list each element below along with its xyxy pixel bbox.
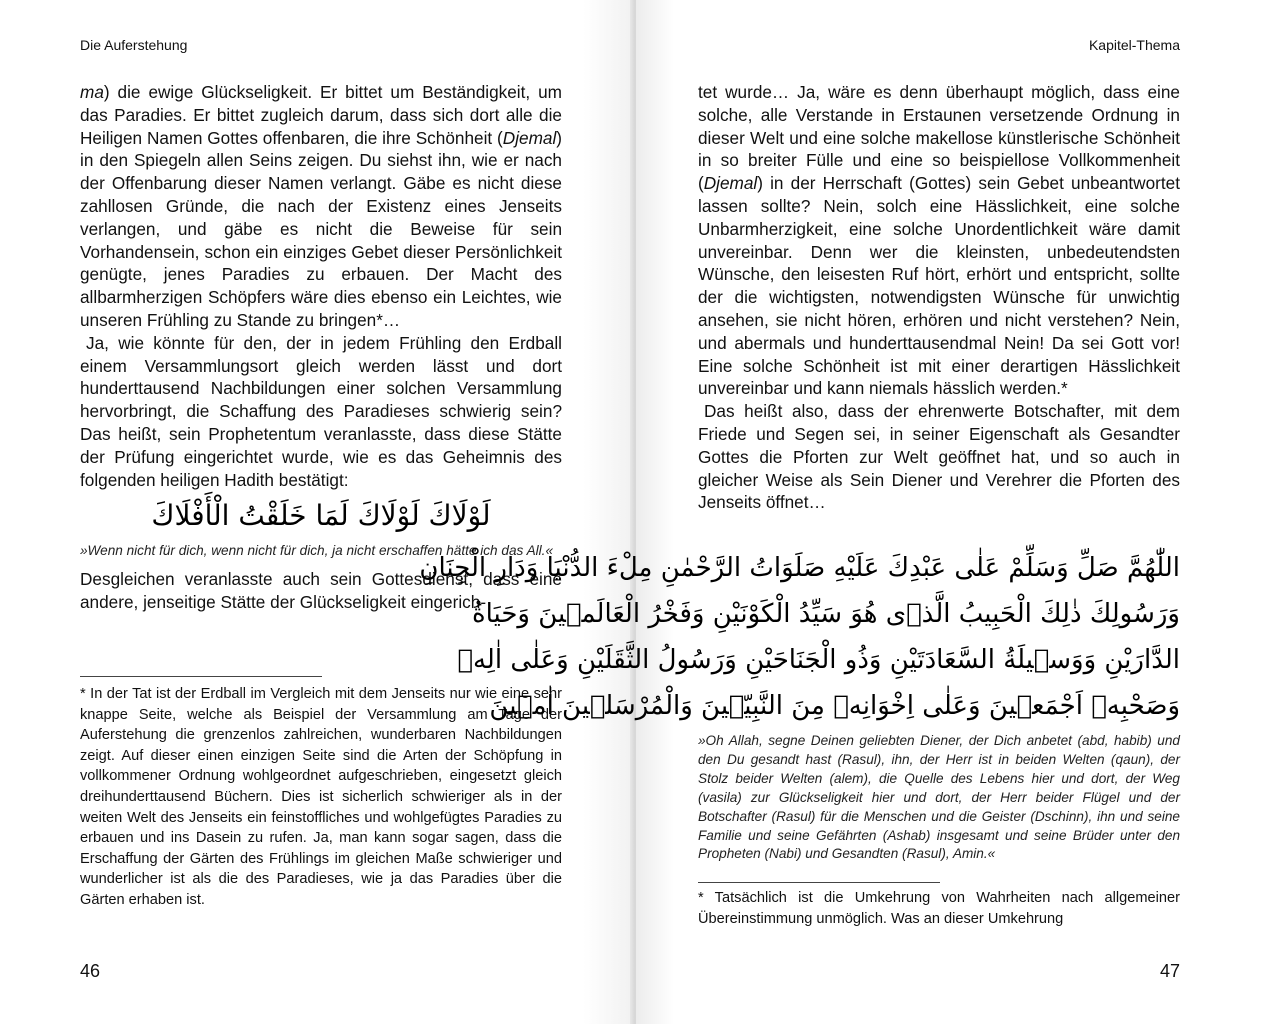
salawat-line-2: وَرَسُولِكَ ذٰلِكَ الْحَبِيبُ الَّذ۪ى هُوَ سَيِّدُ الْكَوْنَيْنِ وَفَخْرُ الْعَالَم۪ينَ وَحَيَاةُ <box>471 599 1180 629</box>
page-number-right: 47 <box>1159 961 1180 981</box>
left-paragraph-1 <box>80 81 562 332</box>
right-paragraph-1 <box>698 81 1180 400</box>
salawat-arabic-block <box>419 545 1180 729</box>
running-header-right: Kapitel-Thema <box>1088 37 1180 53</box>
footnote-divider-left <box>80 676 322 677</box>
running-header-left: Die Auferstehung <box>80 37 188 53</box>
left-paragraph-1-text: ) die ewige Glückseligkeit. Er bittet um Beständigkeit, um das Paradies. Er bittet zugleich darum, dass sich dort alle die Heiligen Namen Gottes offenbaren, die ihre Schönheit ( <box>80 82 562 148</box>
right-footnote: * Tatsächlich ist die Umkehrung von Wahrheiten nach allgemeiner Übereinstimmung unmöglich. Was an dieser Umkehrung <box>698 890 1180 927</box>
left-paragraph-3: Desgleichen veranlasste auch sein Gottesdienst, dass eine andere, jenseitige Stätte der Glückseligkeit eingerich- <box>80 569 562 613</box>
page-number-left: 46 <box>80 961 101 981</box>
right-body-text <box>698 81 1180 514</box>
left-paragraph-2: Ja, wie könnte für den, der in jedem Frühling den Erdball einem Versammlungsort gleich werden lässt und dort hunderttausend Nachbildungen einer solchen Versammlung hervorbringt, die Schaffung des Paradieses schwierig sein? Das heißt, sein Prophetentum veranlasste, dass diese Stätte der Prüfung eingerichtet wurde, wie es das Geheimnis des folgenden heiligen Hadith bestätigt: <box>80 332 562 490</box>
salawat-line-3: الدَّارَيْنِ وَوَس۪يلَةُ السَّعَادَتَيْنِ وَذُو الْجَنَاحَيْنِ وَرَسُولُ الثَّقَلَيْنِ وَعَلٰى اٰلِه۪ <box>457 645 1180 675</box>
italic-start: ma <box>80 82 104 102</box>
left-footnote: * In der Tat ist der Erdball im Vergleich mit dem Jenseits nur wie eine sehr knappe Seite, welche als Beispiel der Versammlung am Tage der Auferstehung die grenzenlos zahlreichen, wunderbaren Nachbildungen zeigt. Auf dieser einen einzigen Seite sind die Arten der Schöpfung in vollkommener Ordnung wohlgeordnet aufgeschrieben, eingesetzt gleich dreihunderttausend Büchern. Dies ist sicherlich schwieriger als in der weiten Welt des Jenseits ein feinstoffliches und wohlgefügtes Paradies zu erbauen und ins Dasein zu rufen. Ja, man kann sogar sagen, dass die Erschaffung der Gärten des Frühlings im gleichen Maße schwieriger und wunderlicher ist als die des Paradieses, wie ja das Paradies über die Gärten erhaben ist. <box>80 686 562 908</box>
hadith-translation: »Wenn nicht für dich, wenn nicht für dich, ja nicht erschaffen hätte ich das All.« <box>80 543 554 559</box>
salawat-line-4: وَصَحْبِه۪ اَجْمَع۪ينَ وَعَلٰى اِخْوَانِه۪ مِنَ النَّبِيّ۪ينَ وَالْمُرْسَل۪ينَ اٰم۪ينَ <box>489 691 1180 721</box>
hadith-arabic: لَوْلَاكَ لَوْلَاكَ لَمَا خَلَقْتُ الْأَفْلَاكَ <box>151 499 491 533</box>
italic-term-djemal: Djemal <box>703 173 758 194</box>
right-paragraph-2: Das heißt also, dass der ehrenwerte Botschafter, mit dem Friede und Segen sei, in seiner Eigenschaft als Gesandter Gottes die Pforten zur Welt geöffnet hat, und so auch in gleicher Weise als Sein Diener und Verehrer die Pforten des Jenseits öffnet… <box>698 401 1180 513</box>
right-paragraph-1-text: tet wurde… Ja, wäre es denn überhaupt möglich, dass eine solche, alle Verstande in Erstaunen versetzende Ordnung in dieser Welt und eine solche makellose künstlerische Schönheit in so breiter Fülle und eine so beispiellose Vollkommenheit ( <box>698 82 1180 194</box>
right-paragraph-1-text-end: ) in der Herrschaft (Gottes) sein Gebet unbeantwortet lassen sollte? Nein, solch eine Hässlichkeit, eine solche Unbarmherzigkeit, eine solche Unordentlichkeit wäre damit unvereinbar. Denn wer die kleinsten, unbedeutendsten Wünsche, den leisesten Ruf hört, erhört und entspricht, sollte der die wichtigsten, notwendigsten Wünsche für unwichtig ansehen, sie nicht hören, erhören und nicht verstehen? Nein, und abermals und hunderttausendmal Nein! Da sei Gott vor! Eine solche Schönheit ist mit einer derartigen Hässlichkeit unvereinbar und kann niemals hässlich werden.* <box>698 173 1180 399</box>
left-body-text <box>80 81 562 614</box>
left-page <box>0 0 634 1024</box>
left-paragraph-1-text-end: ) in den Spiegeln allen Seins zeigen. Du siehst ihn, wie er nach der Offenbarung dieser Namen verlangt. Gäbe es nicht diese zahllosen Gründe, die nach der Existenz eines Jenseits verlangen, und gäbe es nicht die Beweise für sein Vorhandensein, schon ein einziges Gebet dieser Persönlichkeit genügte, jenes Paradies zu erbauen. Der Macht des allbarmherzigen Schöpfers wäre dies ebenso ein Leichtes, wie unseren Frühling zu Stande zu bringen*… <box>80 127 562 330</box>
right-page <box>419 0 1270 1024</box>
italic-term-djemal: Djemal <box>502 127 557 148</box>
salawat-line-1: اللّٰهُمَّ صَلِّ وَسَلِّمْ عَلٰى عَبْدِكَ عَلَيْهِ صَلَوَاتُ الرَّحْمٰنِ مِلْءَ الدُّنْيَا وَدَارِ الْجِنَانِ <box>419 553 1180 583</box>
footnote-divider-right <box>698 882 940 883</box>
salawat-translation: »Oh Allah, segne Deinen geliebten Diener, der Dich anbetet (abd, habib) und den Du gesandt hast (Rasul), ihn, der Herr ist in beiden Welten (qaun), der Stolz beider Welten (alem), die Quelle des Lebens hier und dort, der Weg (vasila) zur Glückseligkeit hier und dort, der Herr beider Flügel und der Botschafter (Rasul) für die Menschen und die Geister (Dschinn), ihn und seine Familie und seine Gefährten (Ashab) insgesamt und seine Brüder unter den Propheten (Nabi) und Gesandten (Rasul), Amin.« <box>698 733 1180 862</box>
